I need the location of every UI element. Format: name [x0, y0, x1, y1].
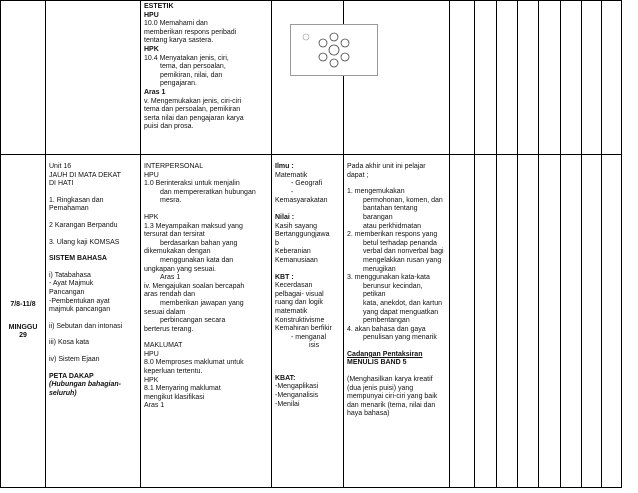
- text-line: [49, 264, 137, 272]
- text-line: isis: [309, 342, 320, 350]
- text-line: tema dan persoalan, pemikiran: [144, 106, 241, 114]
- cell-week-label: [1, 155, 46, 488]
- text-line: [347, 368, 446, 376]
- cell-blank: [539, 1, 561, 155]
- text-line: 1. Ringkasan dan: [49, 196, 104, 204]
- text-line: 2 Karangan Berpandu: [49, 221, 118, 229]
- text-line: i) Tatabahasa: [49, 271, 91, 279]
- text-line: yang dapat menguatkan: [363, 308, 439, 316]
- text-line: Matematik: [275, 171, 308, 179]
- cell-ilmu-nilai: [272, 155, 344, 488]
- text-line: [49, 247, 137, 255]
- text-line: Aras 1: [160, 274, 181, 282]
- text-line: betul terhadap penanda: [363, 239, 437, 247]
- text-line: PETA DAKAP: [49, 372, 94, 380]
- text-line: iii) Kosa kata: [49, 339, 90, 347]
- text-line: [144, 206, 268, 214]
- text-line: mengikut klasifikasi: [144, 393, 205, 401]
- text-line: (Menghasilkan karya kreatif: [347, 376, 433, 384]
- text-line: aras rendah dan: [144, 291, 195, 299]
- cell-blank: [475, 1, 497, 155]
- text-line: Unit 16: [49, 163, 72, 170]
- text-line: SISTEM BAHASA: [49, 255, 107, 263]
- text-line: - menganal: [291, 333, 327, 341]
- text-line: KBAT:: [275, 374, 296, 382]
- text-line: matematik: [275, 307, 308, 315]
- text-line: iv. Mengajukan soalan bercapah: [144, 282, 245, 290]
- cell-blank: [561, 1, 582, 155]
- text-line: tema, dan persoalan,: [160, 63, 226, 71]
- text-line: [49, 231, 137, 239]
- text-line: INTERPERSONAL: [144, 163, 204, 170]
- cell-estetik: [141, 1, 272, 155]
- text-line: permohonan, komen, dan: [363, 196, 443, 204]
- text-line: Cadangan Pentaksiran: [347, 350, 423, 358]
- week-dates: 7/8-11/8: [10, 301, 36, 309]
- text-line: 3. Ulang kaji KOMSAS: [49, 238, 120, 246]
- text-line: dikemukakan dengan: [144, 248, 211, 256]
- text-line: Kecerdasan: [275, 282, 313, 290]
- cell-blank: [518, 155, 539, 488]
- text-line: [49, 214, 137, 222]
- text-line: 2. memberikan respons yang: [347, 231, 438, 239]
- text-line: MAKLUMAT: [144, 342, 183, 350]
- text-line: mengelakkan rusan yang: [363, 256, 442, 264]
- cell-learning-outcomes: [344, 155, 450, 488]
- text-line: majmuk pancangan: [49, 306, 111, 314]
- text-line: (Hubungan bahagian-: [49, 381, 121, 389]
- text-line: [49, 331, 137, 339]
- text-line: kata, anekdot, dan kartun: [363, 299, 442, 307]
- text-line: sesuai dalam: [144, 308, 186, 316]
- text-line: HPU: [144, 171, 159, 179]
- text-line: Konstruktivisme: [275, 316, 325, 324]
- cell-blank: [561, 155, 582, 488]
- cell-blank: [497, 1, 518, 155]
- text-line: KBT :: [275, 273, 294, 281]
- minggu-number: 29: [19, 332, 27, 340]
- text-line: - Ayat Majmuk: [49, 280, 94, 288]
- text-line: berunsur kecindan, petikan: [363, 282, 423, 299]
- text-line: [275, 367, 340, 375]
- text-line: -Pembentukan ayat: [49, 297, 110, 305]
- text-line: dapat ;: [347, 171, 369, 179]
- text-line: 1.3 Meyampaikan maksud yang: [144, 222, 243, 230]
- text-line: perbincangan secara: [160, 317, 226, 325]
- text-line: Pemahaman: [49, 205, 89, 213]
- text-line: Kemanusiaan: [275, 256, 318, 264]
- cell-blank: [602, 1, 622, 155]
- text-line: berterus terang.: [144, 325, 194, 333]
- cell-blank: [475, 155, 497, 488]
- text-line: puisi dan prosa.: [144, 123, 194, 131]
- text-line: MENULIS BAND 5: [347, 359, 407, 367]
- cell-blank: [539, 155, 561, 488]
- text-line: DI HATI: [49, 180, 74, 188]
- text-line: - Geografi: [291, 180, 323, 188]
- cell-topic: [46, 155, 141, 488]
- text-line: Bertanggungjawa: [275, 231, 330, 239]
- cell-blank: [582, 1, 602, 155]
- text-line: Aras 1: [144, 402, 165, 410]
- text-line: 1. mengemukakan: [347, 188, 405, 196]
- text-line: dan mempereratkan hubungan: [160, 188, 256, 196]
- text-line: tentang karya sastera.: [144, 37, 214, 45]
- text-line: penulisan yang menarik: [363, 334, 437, 342]
- text-line: Keberanian: [275, 248, 311, 256]
- text-line: iv) Sistem Ejaan: [49, 355, 100, 363]
- text-line: ii) Sebutan dan intonasi: [49, 322, 123, 330]
- text-line: 3. menggunakan kata-kata: [347, 274, 430, 282]
- text-line: [275, 266, 340, 274]
- text-line: v. Mengemukakan jenis, ciri-ciri: [144, 97, 242, 105]
- cell-blank: [602, 155, 622, 488]
- text-line: HPK: [144, 376, 159, 384]
- text-line: Pancangan: [49, 288, 85, 296]
- text-line: pelbagai- visual: [275, 290, 324, 298]
- cell-blank: [497, 155, 518, 488]
- text-line: Ilmu :: [275, 163, 294, 170]
- text-line: ungkapan yang sesuai.: [144, 265, 216, 273]
- text-line: JAUH DI MATA DEKAT: [49, 171, 121, 179]
- text-line: 8.0 Memproses maklumat untuk: [144, 359, 244, 367]
- text-line: pembentangan: [363, 317, 410, 325]
- text-line: 1.0 Berinteraksi untuk menjalin: [144, 180, 240, 188]
- text-line: menggunakan kata dan: [160, 256, 234, 264]
- text-line: dan menarik (tema, nilai dan: [347, 401, 436, 409]
- text-line: -Mengaplikasi: [275, 383, 319, 391]
- text-line: Kasih sayang: [275, 222, 318, 230]
- text-line: keperluan tertentu.: [144, 368, 203, 376]
- text-line: seluruh): [49, 389, 77, 397]
- cell-blank: [518, 1, 539, 155]
- text-line: merugikan: [363, 265, 396, 273]
- text-line: 10.0 Memahami dan: [144, 20, 208, 28]
- text-line: [144, 334, 268, 342]
- text-line: verbal dan nonverbal bagi: [363, 248, 444, 256]
- text-line: -Menganalisis: [275, 392, 319, 400]
- text-line: ruang dan logik: [275, 299, 323, 307]
- text-line: pemikiran, nilai, dan: [160, 71, 223, 79]
- text-line: [49, 315, 137, 323]
- text-line: pengajaran.: [160, 80, 197, 88]
- text-line: mesra.: [160, 197, 182, 205]
- text-line: -Menilai: [275, 400, 300, 408]
- cell-standards: [141, 155, 272, 488]
- text-line: 4. akan bahasa dan gaya: [347, 325, 426, 333]
- text-line: [347, 180, 446, 188]
- text-line: [275, 359, 340, 367]
- cell-blank: [582, 155, 602, 488]
- text-line: Aras 1: [144, 88, 166, 96]
- text-line: memberikan respons peribadi: [144, 28, 237, 36]
- bubble-map-icon: [291, 25, 377, 75]
- text-line: HPU: [144, 11, 159, 19]
- cell-unit: [46, 1, 141, 155]
- text-line: Kemahiran berfikir: [275, 325, 332, 333]
- text-line: Nilai :: [275, 213, 295, 221]
- minggu-label: MINGGU: [8, 323, 38, 331]
- text-line: [347, 343, 446, 351]
- text-line: b: [275, 239, 279, 247]
- text-line: bantahan tentang barangan: [363, 205, 418, 221]
- text-line: 10.4 Menyatakan jenis, ciri,: [144, 54, 229, 62]
- text-line: [275, 351, 340, 359]
- text-line: haya bahasa): [347, 410, 390, 418]
- cell-blank: [450, 155, 475, 488]
- text-line: memberikan jawapan yang: [160, 299, 244, 307]
- text-line: serta nilai dan pengajaran karya: [144, 114, 244, 122]
- text-line: tersurat dan tersirat: [144, 231, 205, 239]
- text-line: 8.1 Menyaring maklumat: [144, 385, 221, 393]
- text-line: (dua jenis puisi) yang: [347, 384, 414, 392]
- text-line: -: [291, 188, 294, 196]
- text-line: Pada akhir unit ini pelajar: [347, 163, 426, 170]
- text-line: HPU: [144, 350, 159, 358]
- text-line: ESTETIK: [144, 3, 174, 10]
- text-line: [49, 189, 137, 197]
- text-line: HPK: [144, 213, 159, 221]
- text-line: Kemasyarakatan: [275, 197, 328, 205]
- text-line: mempunyai ciri-ciri yang baik: [347, 393, 438, 401]
- text-line: [49, 348, 137, 356]
- bubble-map-image: [290, 24, 378, 76]
- text-line: [49, 365, 137, 373]
- cell-blank: [450, 1, 475, 155]
- table-row: [1, 155, 622, 488]
- cell-week: [1, 1, 46, 155]
- text-line: berdasarkan bahan yang: [160, 239, 238, 247]
- text-line: atau perkhidmatan: [363, 222, 421, 230]
- text-line: HPK: [144, 45, 159, 53]
- text-line: [275, 206, 340, 214]
